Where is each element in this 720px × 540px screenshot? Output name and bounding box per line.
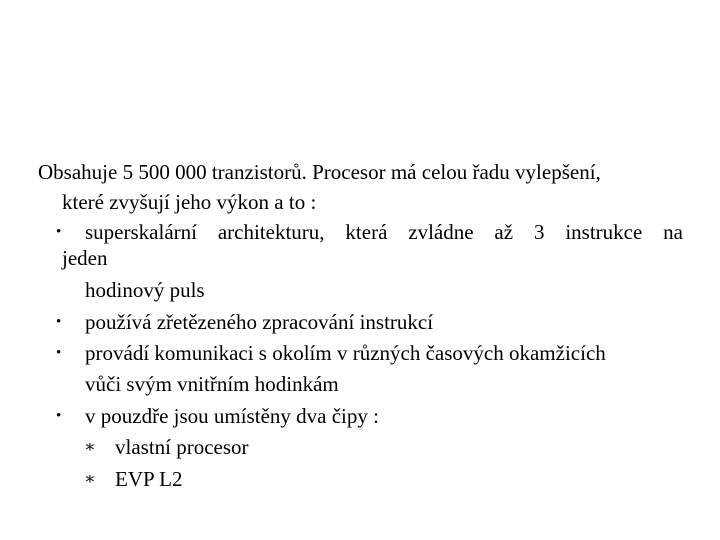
- bullet-1-line-3: hodinový puls: [85, 278, 205, 302]
- bullet-3-line-2: vůči svým vnitřním hodinkám: [85, 372, 339, 396]
- bullet-marker-1: •: [56, 224, 62, 240]
- bullet-4-line-1: v pouzdře jsou umístěny dva čipy :: [85, 404, 379, 428]
- intro-line-2: které zvyšují jeho výkon a to :: [62, 190, 317, 214]
- subitem-marker-1: ∗: [84, 437, 96, 456]
- bullet-marker-2: •: [56, 314, 62, 330]
- subitem-2-text: EVP L2: [115, 467, 183, 491]
- subitem-marker-2: ∗: [84, 469, 96, 488]
- intro-line-1: Obsahuje 5 500 000 tranzistorů. Procesor má celou řadu vylepšení,: [38, 160, 601, 184]
- bullet-3-line-1: provádí komunikaci s okolím v různých časových okamžicích: [85, 341, 606, 365]
- bullet-marker-4: •: [56, 408, 62, 424]
- bullet-2-line-1: používá zřetězeného zpracování instrukcí: [85, 310, 434, 334]
- bullet-marker-3: •: [56, 345, 62, 361]
- bullet-1-line-2: jeden: [62, 246, 108, 270]
- subitem-1-text: vlastní procesor: [115, 435, 249, 459]
- bullet-1-line-1: superskalární architekturu, která zvládne až 3 instrukce na: [85, 220, 683, 244]
